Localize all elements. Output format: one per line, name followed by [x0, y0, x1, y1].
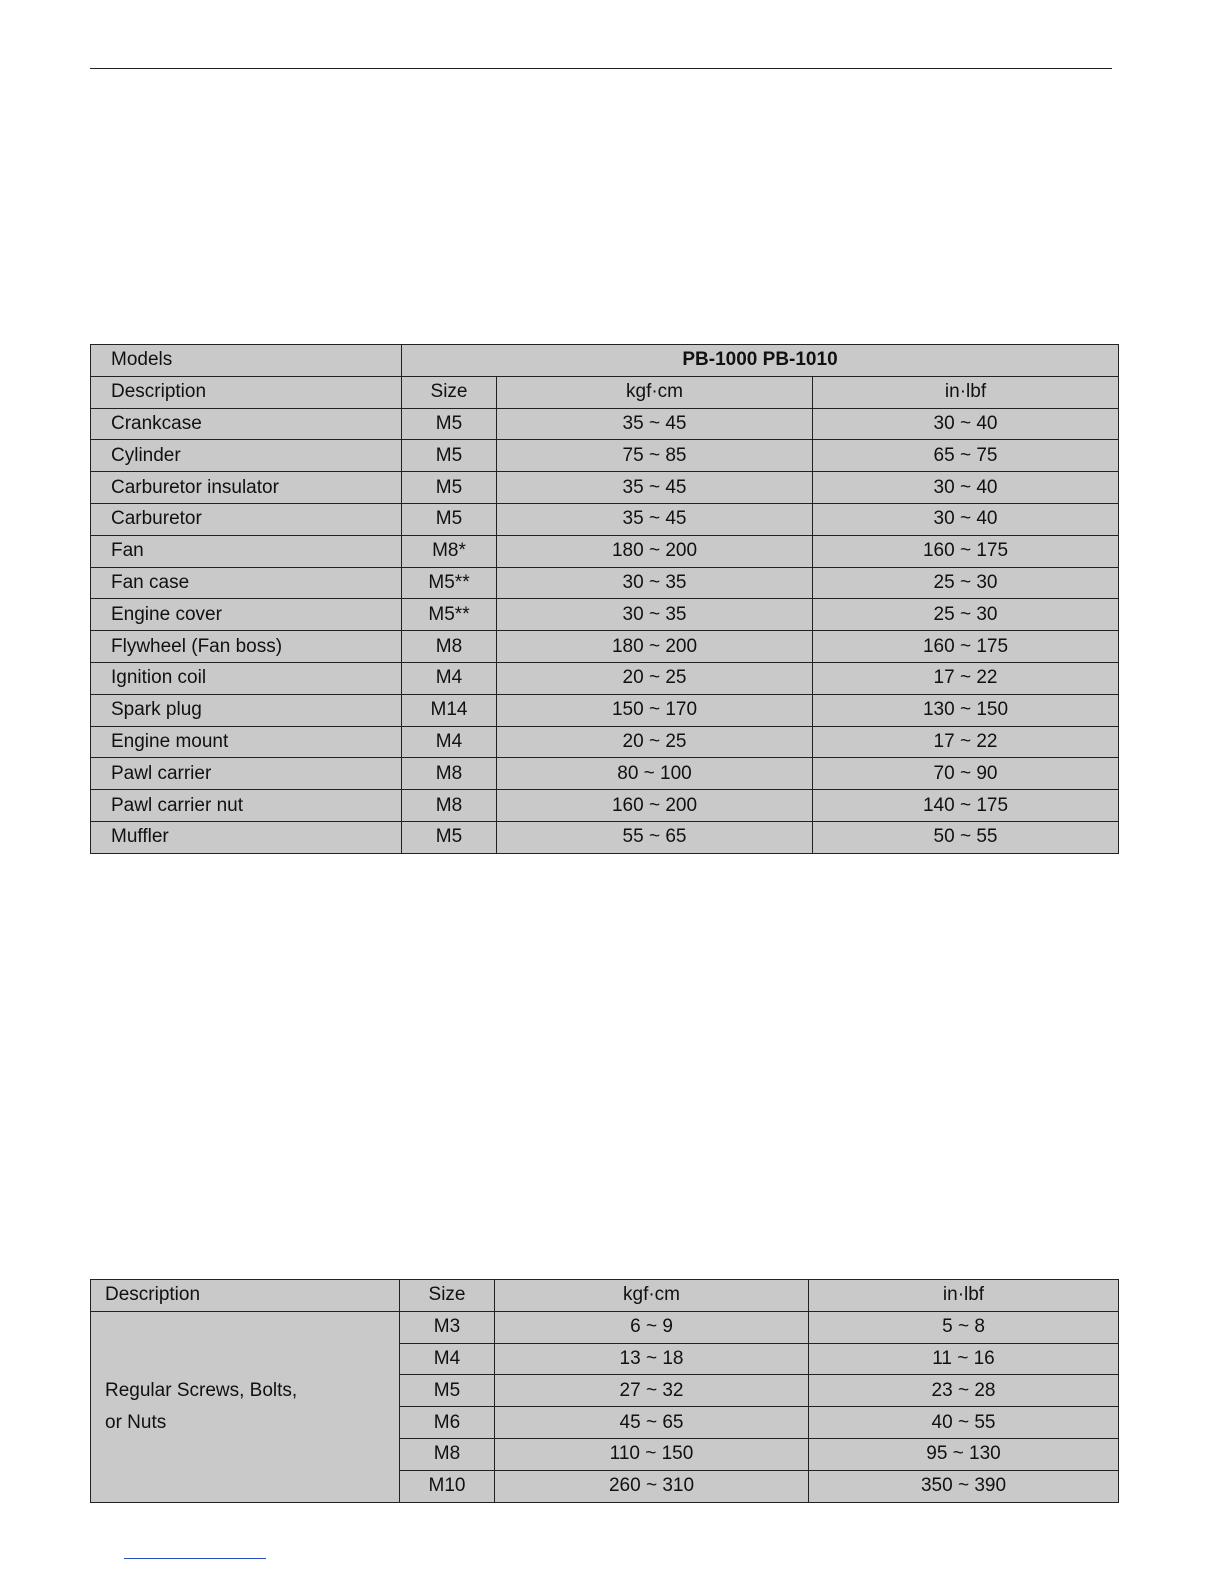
row-kgf-cm: 20 ~ 25	[497, 726, 813, 758]
models-row	[91, 345, 1119, 377]
table-row	[91, 821, 1119, 853]
table-row	[91, 1311, 1119, 1343]
row-kgf-cm: 75 ~ 85	[497, 440, 813, 472]
table-row	[91, 726, 1119, 758]
row-kgf-cm: 45 ~ 65	[495, 1407, 809, 1439]
row-description: Fan case	[91, 567, 402, 599]
row-description: Carburetor	[91, 503, 402, 535]
row-kgf-cm: 180 ~ 200	[497, 535, 813, 567]
table-row	[91, 567, 1119, 599]
header-description: Description	[91, 376, 402, 408]
row-size: M8	[402, 758, 497, 790]
general-header-size: Size	[400, 1280, 495, 1312]
row-description: Flywheel (Fan boss)	[91, 631, 402, 663]
row-description: Muffler	[91, 821, 402, 853]
row-in-lbf: 50 ~ 55	[813, 821, 1119, 853]
row-in-lbf: 5 ~ 8	[809, 1311, 1119, 1343]
row-description: Spark plug	[91, 694, 402, 726]
row-size: M5	[402, 440, 497, 472]
row-size: M5**	[402, 599, 497, 631]
row-size: M3	[400, 1311, 495, 1343]
row-kgf-cm: 20 ~ 25	[497, 662, 813, 694]
header-row	[91, 376, 1119, 408]
top-rule	[90, 68, 1112, 69]
row-kgf-cm: 6 ~ 9	[495, 1311, 809, 1343]
table-row	[91, 440, 1119, 472]
row-in-lbf: 30 ~ 40	[813, 503, 1119, 535]
row-in-lbf: 17 ~ 22	[813, 726, 1119, 758]
row-in-lbf: 40 ~ 55	[809, 1407, 1119, 1439]
row-in-lbf: 65 ~ 75	[813, 440, 1119, 472]
general-header-in-lbf: in·lbf	[809, 1280, 1119, 1312]
row-description: Pawl carrier	[91, 758, 402, 790]
table-row	[91, 535, 1119, 567]
row-size: M6	[400, 1407, 495, 1439]
row-in-lbf: 130 ~ 150	[813, 694, 1119, 726]
row-in-lbf: 70 ~ 90	[813, 758, 1119, 790]
row-description: Pawl carrier nut	[91, 790, 402, 822]
row-in-lbf: 11 ~ 16	[809, 1343, 1119, 1375]
row-kgf-cm: 13 ~ 18	[495, 1343, 809, 1375]
row-kgf-cm: 35 ~ 45	[497, 408, 813, 440]
general-torque-table	[90, 1279, 1119, 1503]
row-description: Engine mount	[91, 726, 402, 758]
row-kgf-cm: 30 ~ 35	[497, 567, 813, 599]
row-size: M5	[402, 503, 497, 535]
group-label-line1: Regular Screws, Bolts,	[105, 1379, 298, 1401]
row-size: M5	[402, 821, 497, 853]
row-size: M14	[402, 694, 497, 726]
footer-link-underline	[124, 1558, 266, 1559]
row-kgf-cm: 30 ~ 35	[497, 599, 813, 631]
header-in-lbf: in·lbf	[813, 376, 1119, 408]
general-header-row	[91, 1280, 1119, 1312]
row-description: Engine cover	[91, 599, 402, 631]
table-row	[91, 472, 1119, 504]
row-in-lbf: 30 ~ 40	[813, 472, 1119, 504]
table-row	[91, 408, 1119, 440]
row-kgf-cm: 55 ~ 65	[497, 821, 813, 853]
row-in-lbf: 23 ~ 28	[809, 1375, 1119, 1407]
row-description: Ignition coil	[91, 662, 402, 694]
row-size: M4	[400, 1343, 495, 1375]
row-kgf-cm: 150 ~ 170	[497, 694, 813, 726]
general-torque-body	[91, 1280, 1119, 1503]
row-in-lbf: 25 ~ 30	[813, 567, 1119, 599]
models-label: Models	[91, 345, 402, 377]
torque-specs-table	[90, 344, 1119, 854]
table-row	[91, 503, 1119, 535]
row-size: M4	[402, 662, 497, 694]
row-kgf-cm: 27 ~ 32	[495, 1375, 809, 1407]
row-kgf-cm: 180 ~ 200	[497, 631, 813, 663]
row-in-lbf: 160 ~ 175	[813, 535, 1119, 567]
row-kgf-cm: 80 ~ 100	[497, 758, 813, 790]
row-in-lbf: 17 ~ 22	[813, 662, 1119, 694]
header-size: Size	[402, 376, 497, 408]
row-size: M10	[400, 1470, 495, 1502]
row-size: M5	[400, 1375, 495, 1407]
row-kgf-cm: 110 ~ 150	[495, 1438, 809, 1470]
row-in-lbf: 30 ~ 40	[813, 408, 1119, 440]
row-in-lbf: 25 ~ 30	[813, 599, 1119, 631]
row-description: Cylinder	[91, 440, 402, 472]
row-description: Carburetor insulator	[91, 472, 402, 504]
row-size: M8*	[402, 535, 497, 567]
row-in-lbf: 95 ~ 130	[809, 1438, 1119, 1470]
table-row	[91, 758, 1119, 790]
row-size: M8	[402, 790, 497, 822]
row-kgf-cm: 160 ~ 200	[497, 790, 813, 822]
header-kgf-cm: kgf·cm	[497, 376, 813, 408]
row-in-lbf: 140 ~ 175	[813, 790, 1119, 822]
general-header-description: Description	[91, 1280, 400, 1312]
row-size: M8	[402, 631, 497, 663]
models-value: PB-1000 PB-1010	[402, 345, 1119, 377]
row-size: M5	[402, 408, 497, 440]
group-description	[91, 1311, 400, 1502]
table-row	[91, 599, 1119, 631]
row-in-lbf: 160 ~ 175	[813, 631, 1119, 663]
row-size: M8	[400, 1438, 495, 1470]
torque-specs-body	[91, 345, 1119, 854]
row-description: Fan	[91, 535, 402, 567]
row-kgf-cm: 35 ~ 45	[497, 472, 813, 504]
group-label-line2: or Nuts	[105, 1411, 167, 1433]
row-description: Crankcase	[91, 408, 402, 440]
row-size: M4	[402, 726, 497, 758]
table-row	[91, 631, 1119, 663]
row-kgf-cm: 35 ~ 45	[497, 503, 813, 535]
general-header-kgf-cm: kgf·cm	[495, 1280, 809, 1312]
row-kgf-cm: 260 ~ 310	[495, 1470, 809, 1502]
table-row	[91, 790, 1119, 822]
table-row	[91, 662, 1119, 694]
row-size: M5	[402, 472, 497, 504]
table-row	[91, 694, 1119, 726]
row-in-lbf: 350 ~ 390	[809, 1470, 1119, 1502]
row-size: M5**	[402, 567, 497, 599]
